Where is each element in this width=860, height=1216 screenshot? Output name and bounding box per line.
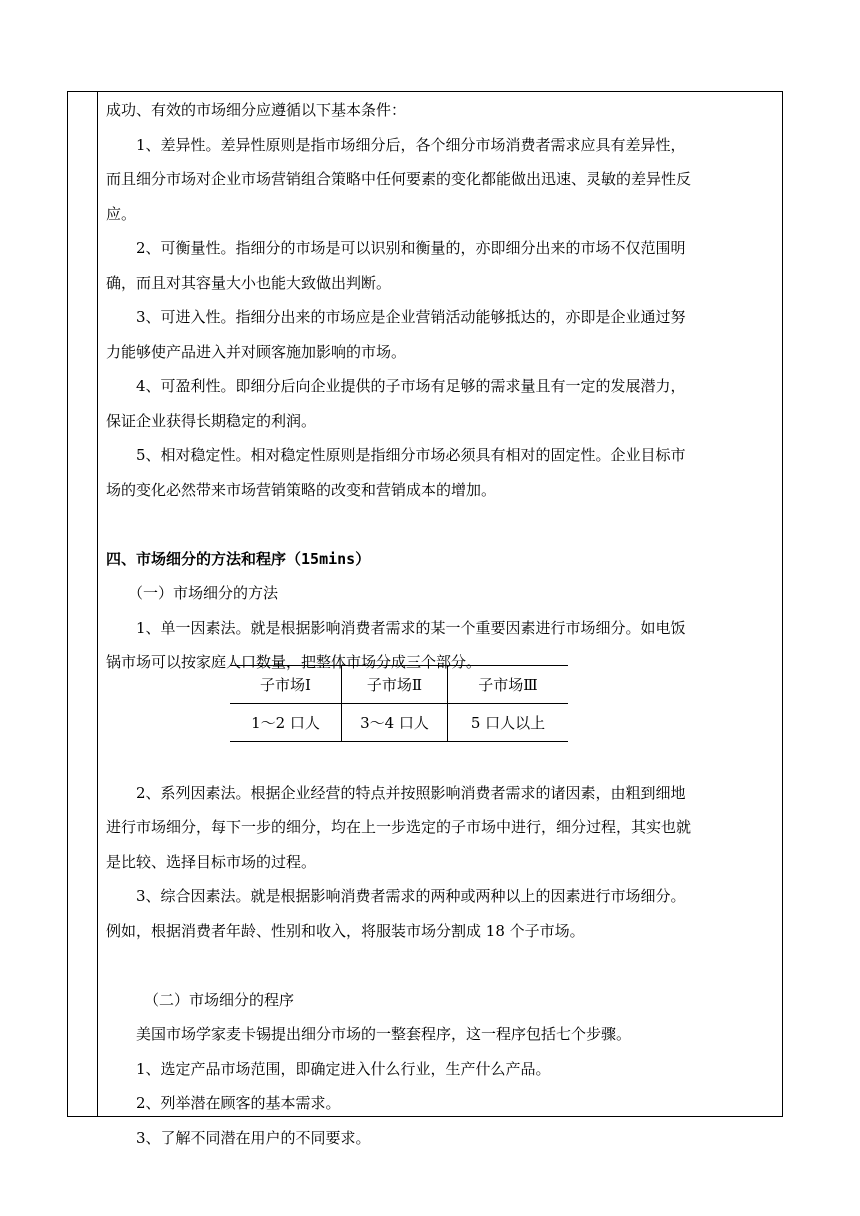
subsection-procedure: （二）市场细分的程序 (144, 990, 295, 1009)
blank-line (106, 507, 774, 542)
method-3-line-2: 例如，根据消费者年龄、性别和收入，将服装市场分割成 18 个子市场。 (106, 921, 585, 940)
condition-5-line-1: 5、相对稳定性。相对稳定性原则是指细分市场必须具有相对的固定性。企业目标市 (136, 446, 686, 464)
section-heading-text: 四、市场细分的方法和程序（ (106, 549, 302, 568)
segment-value-1: 1～2 口人 (230, 704, 342, 742)
segment-header-2: 子市场Ⅱ (342, 666, 448, 704)
segment-header-1: 子市场Ⅰ (230, 666, 342, 704)
intro-text: 成功、有效的市场细分应遵循以下基本条件： (106, 101, 407, 119)
subsection-methods: （一）市场细分的方法 (128, 584, 279, 602)
condition-4-line-1: 4、可盈利性。即细分后向企业提供的子市场有足够的需求量且有一定的发展潜力， (136, 377, 686, 395)
segment-table (230, 665, 568, 742)
segment-header-3: 子市场Ⅲ (448, 666, 569, 704)
segment-value-2: 3～4 口人 (342, 704, 448, 742)
condition-1-line-3: 应。 (106, 204, 137, 223)
condition-2-line-1: 2、可衡量性。指细分的市场是可以识别和衡量的，亦即细分出来的市场不仅范围明 (136, 239, 686, 257)
method-1-line-1: 1、单一因素法。就是根据影响消费者需求的某一个重要因素进行市场细分。如电饭 (136, 618, 686, 637)
condition-1-line-2: 而且细分市场对企业市场营销组合策略中任何要素的变化都能做出迅速、灵敏的差异性反 (106, 170, 692, 188)
condition-1-line-1: 1、差异性。差异性原则是指市场细分后，各个细分市场消费者需求应具有差异性， (136, 135, 686, 154)
segment-table-header-row (230, 666, 568, 704)
procedure-intro: 美国市场学家麦卡锡提出细分市场的一整套程序，这一程序包括七个步骤。 (136, 1025, 632, 1043)
condition-3-line-2: 力能够使产品进入并对顾客施加影响的市场。 (106, 342, 407, 361)
section-heading-close: ） (355, 549, 371, 568)
method-3-line-1: 3、综合因素法。就是根据影响消费者需求的两种或两种以上的因素进行市场细分。 (136, 887, 686, 905)
section-heading-time: 15mins (301, 549, 356, 568)
column-divider (97, 91, 98, 1117)
condition-3-line-1: 3、可进入性。指细分出来的市场应是企业营销活动能够抵达的，亦即是企业通过努 (136, 308, 686, 326)
condition-2-line-2: 确，而且对其容量大小也能大致做出判断。 (106, 273, 392, 292)
method-2-line-2: 进行市场细分，每下一步的细分，均在上一步选定的子市场中进行，细分过程，其实也就 (106, 818, 692, 836)
method-2-line-1: 2、系列因素法。根据企业经营的特点并按照影响消费者需求的诸因素，由粗到细地 (136, 783, 686, 802)
method-2-line-3: 是比较、选择目标市场的过程。 (106, 852, 317, 871)
procedure-step-2: 2、列举潜在顾客的基本需求。 (136, 1094, 341, 1112)
segment-value-3: 5 口人以上 (448, 704, 569, 742)
condition-4-line-2: 保证企业获得长期稳定的利润。 (106, 411, 317, 430)
blank-line-2 (106, 948, 774, 983)
method-1-line-2: 锅市场可以按家庭人口数量，把整体市场分成三个部分。 (106, 653, 482, 671)
document-body (106, 93, 774, 1155)
condition-5-line-2: 场的变化必然带来市场营销策略的改变和营销成本的增加。 (106, 480, 497, 499)
segment-table-value-row (230, 704, 568, 742)
procedure-step-3: 3、了解不同潜在用户的不同要求。 (136, 1128, 371, 1147)
section-heading (106, 542, 774, 577)
procedure-step-1: 1、选定产品市场范围，即确定进入什么行业，生产什么产品。 (136, 1059, 551, 1078)
